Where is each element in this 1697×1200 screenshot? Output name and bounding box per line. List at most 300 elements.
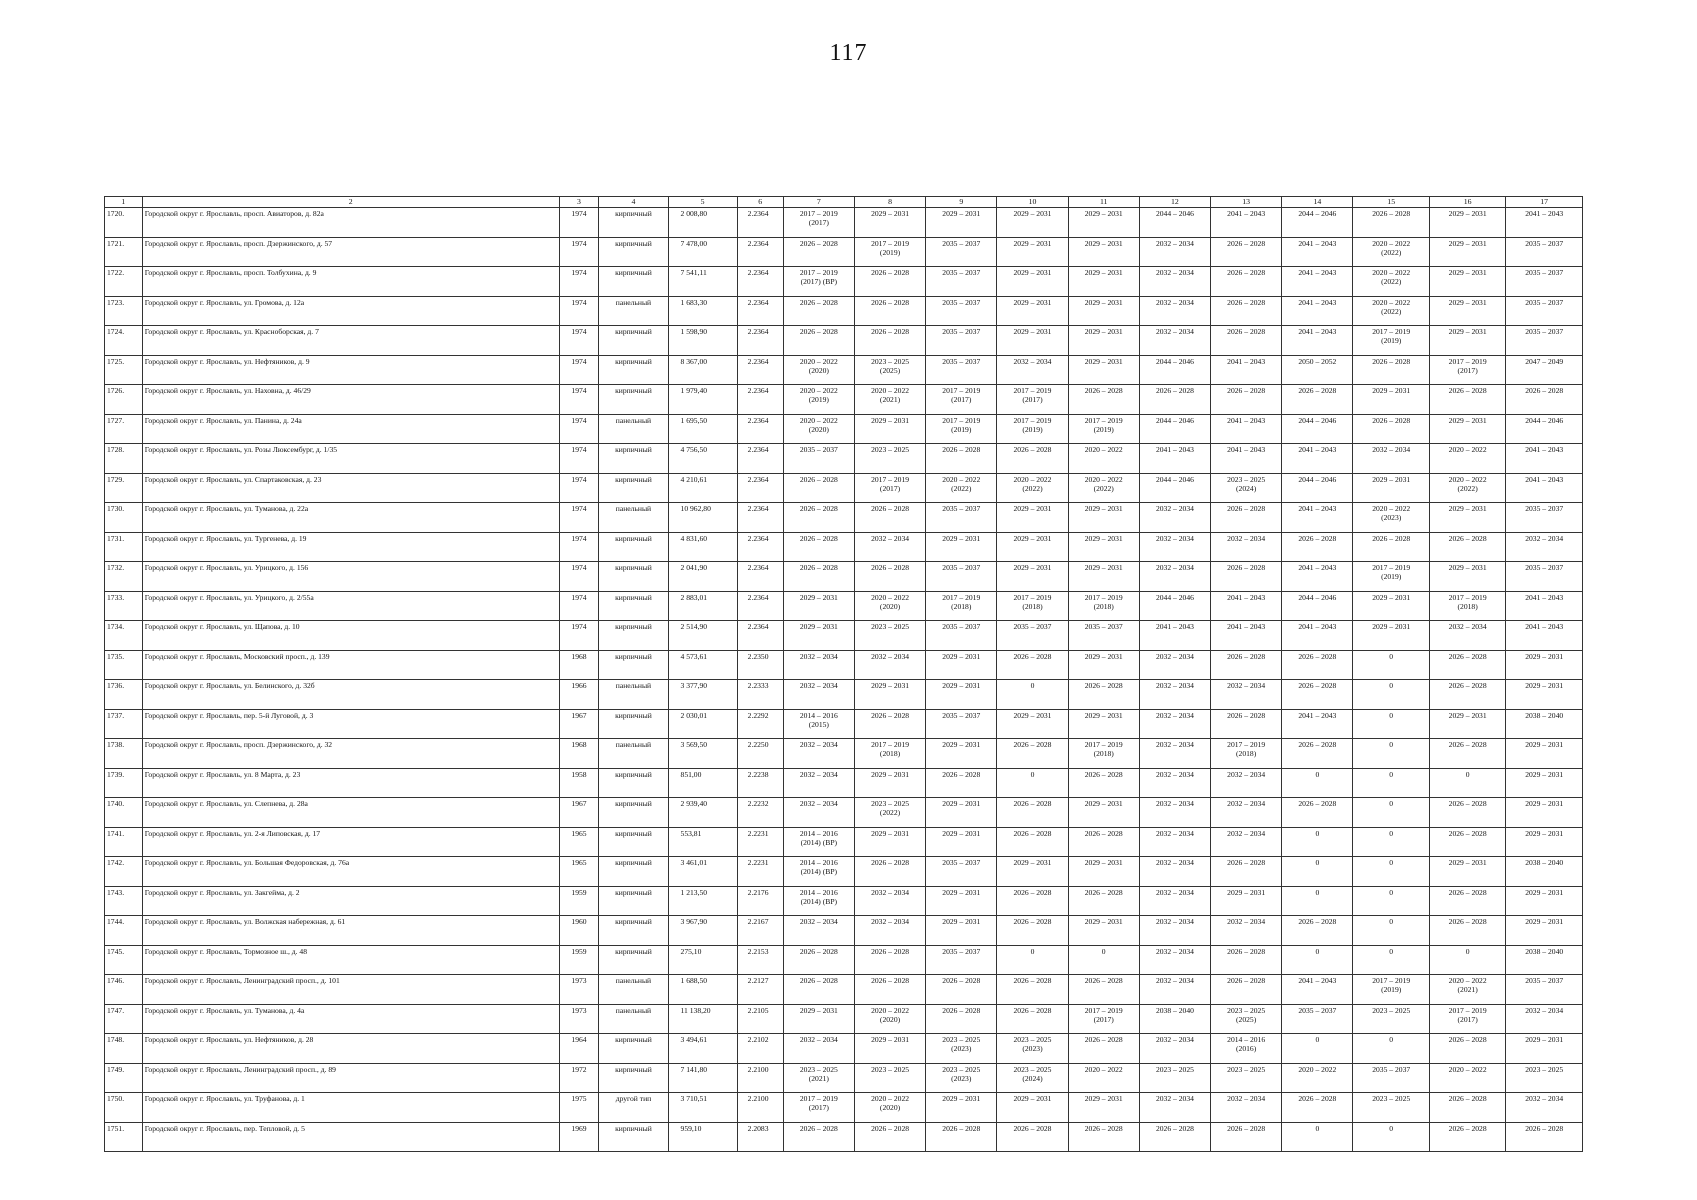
table-cell-col-10: 2029 – 2031 bbox=[997, 709, 1068, 739]
cell-line-note: (2018) bbox=[879, 749, 901, 758]
cell-line-note: (2018) bbox=[1457, 601, 1478, 611]
table-cell-col-4: кирпичный bbox=[599, 355, 668, 385]
table-cell-col-1: 1751. bbox=[105, 1122, 143, 1152]
table-cell-col-8: 2029 – 2031 bbox=[854, 414, 925, 444]
table-cell-col-5: 4 573,61 bbox=[668, 650, 737, 680]
table-cell-col-8: 2026 – 2028 bbox=[854, 326, 925, 356]
table-cell-col-5: 3 710,51 bbox=[668, 1093, 737, 1123]
table-cell-col-17: 2035 – 2037 bbox=[1506, 326, 1583, 356]
table-cell-col-17: 2041 – 2043 bbox=[1506, 591, 1583, 621]
table-cell-col-15 bbox=[1353, 237, 1429, 267]
table-cell-col-8: 2026 – 2028 bbox=[854, 562, 925, 592]
table-cell-col-16: 2029 – 2031 bbox=[1429, 237, 1505, 267]
table-cell-col-16: 2026 – 2028 bbox=[1429, 798, 1505, 828]
table-cell-col-12: 2038 – 2040 bbox=[1139, 1004, 1210, 1034]
cell-line-main: 2017 – 2019 bbox=[942, 386, 981, 395]
table-cell-col-14: 2035 – 2037 bbox=[1282, 1004, 1353, 1034]
table-cell-col-2: Городской округ г. Ярославль, ул. 8 Марта, д. 23 bbox=[142, 768, 559, 798]
table-cell-col-3: 1967 bbox=[559, 798, 599, 828]
table-cell-col-8: 2023 – 2025 bbox=[854, 1063, 925, 1093]
table-cell-col-7: 2032 – 2034 bbox=[783, 1034, 854, 1064]
table-cell-col-12: 2032 – 2034 bbox=[1139, 1093, 1210, 1123]
table-cell-col-17: 2038 – 2040 bbox=[1506, 945, 1583, 975]
table-cell-col-1: 1727. bbox=[105, 414, 143, 444]
table-cell-col-11: 2029 – 2031 bbox=[1068, 798, 1139, 828]
table-cell-col-2: Городской округ г. Ярославль, пер. 5-й Луговой, д. 3 bbox=[142, 709, 559, 739]
table-cell-col-1: 1737. bbox=[105, 709, 143, 739]
cell-line-main: 2017 – 2019 bbox=[871, 740, 910, 749]
table-cell-col-6: 2.2232 bbox=[737, 798, 783, 828]
cell-line-main: 2020 – 2022 bbox=[942, 474, 981, 484]
table-cell-col-12: 2041 – 2043 bbox=[1139, 621, 1210, 651]
table-cell-col-13 bbox=[1211, 739, 1282, 769]
table-row bbox=[105, 414, 1583, 444]
table-cell-col-4: кирпичный bbox=[599, 237, 668, 267]
table-cell-col-13: 2032 – 2034 bbox=[1211, 1093, 1282, 1123]
cell-line-note: (2019) bbox=[1381, 336, 1402, 345]
table-cell-col-9: 2035 – 2037 bbox=[926, 709, 997, 739]
cell-line-main: 2017 – 2019 bbox=[942, 592, 981, 602]
table-cell-col-3: 1958 bbox=[559, 768, 599, 798]
cell-line-note: (2020) bbox=[808, 424, 829, 434]
table-cell-col-5: 2 030,01 bbox=[668, 709, 737, 739]
table-cell-col-14: 2041 – 2043 bbox=[1282, 267, 1353, 297]
cell-line-main: 2023 – 2025 bbox=[1227, 474, 1266, 484]
table-cell-col-1: 1748. bbox=[105, 1034, 143, 1064]
cell-line-note: (2017) bbox=[808, 1103, 829, 1112]
table-cell-col-14: 2041 – 2043 bbox=[1282, 621, 1353, 651]
column-header-5: 5 bbox=[668, 197, 737, 208]
table-cell-col-2: Городской округ г. Ярославль, ул. Розы Люксембург, д. 1/35 bbox=[142, 444, 559, 474]
cell-line-note: (2017) bbox=[808, 218, 829, 227]
table-cell-col-7: 2032 – 2034 bbox=[783, 768, 854, 798]
table-cell-col-16: 2029 – 2031 bbox=[1429, 562, 1505, 592]
cell-line-main: 2017 – 2019 bbox=[1448, 1005, 1487, 1015]
table-cell-col-2: Городской округ г. Ярославль, ул. Громова, д. 12а bbox=[142, 296, 559, 326]
table-cell-col-4: кирпичный bbox=[599, 562, 668, 592]
table-cell-col-14: 2044 – 2046 bbox=[1282, 414, 1353, 444]
column-header-10: 10 bbox=[997, 197, 1068, 208]
table-cell-col-8 bbox=[854, 355, 925, 385]
cell-line-main: 2023 – 2025 bbox=[942, 1035, 981, 1044]
table-cell-col-12: 2032 – 2034 bbox=[1139, 1034, 1210, 1064]
table-cell-col-16: 2020 – 2022 bbox=[1429, 1063, 1505, 1093]
table-cell-col-14: 2041 – 2043 bbox=[1282, 503, 1353, 533]
cell-line-note: (2019) bbox=[879, 247, 901, 257]
table-cell-col-3: 1974 bbox=[559, 591, 599, 621]
table-cell-col-1: 1747. bbox=[105, 1004, 143, 1034]
table-cell-col-4: кирпичный bbox=[599, 532, 668, 562]
cell-line-main: 2017 – 2019 bbox=[1372, 976, 1411, 985]
table-cell-col-15 bbox=[1353, 267, 1429, 297]
column-header-13: 13 bbox=[1211, 197, 1282, 208]
table-cell-col-17: 2041 – 2043 bbox=[1506, 621, 1583, 651]
table-cell-col-11: 2026 – 2028 bbox=[1068, 1122, 1139, 1152]
table-cell-col-6: 2.2333 bbox=[737, 680, 783, 710]
table-cell-col-3: 1966 bbox=[559, 680, 599, 710]
table-cell-col-5: 959,10 bbox=[668, 1122, 737, 1152]
table-cell-col-3: 1974 bbox=[559, 562, 599, 592]
table-cell-col-16: 2026 – 2028 bbox=[1429, 1034, 1505, 1064]
cell-line-note: (2022) bbox=[1457, 483, 1478, 493]
table-cell-col-5: 1 695,50 bbox=[668, 414, 737, 444]
table-row bbox=[105, 532, 1583, 562]
table-cell-col-7: 2029 – 2031 bbox=[783, 621, 854, 651]
table-cell-col-2: Городской округ г. Ярославль, ул. Закгейма, д. 2 bbox=[142, 886, 559, 916]
table-cell-col-8: 2029 – 2031 bbox=[854, 680, 925, 710]
table-cell-col-16: 2029 – 2031 bbox=[1429, 326, 1505, 356]
table-cell-col-10 bbox=[997, 591, 1068, 621]
column-header-1: 1 bbox=[105, 197, 143, 208]
table-cell-col-4: кирпичный bbox=[599, 621, 668, 651]
table-cell-col-2: Городской округ г. Ярославль, Тормозное ш., д. 48 bbox=[142, 945, 559, 975]
table-cell-col-12: 2032 – 2034 bbox=[1139, 886, 1210, 916]
table-cell-col-11: 2029 – 2031 bbox=[1068, 326, 1139, 356]
table-cell-col-15 bbox=[1353, 562, 1429, 592]
table-cell-col-16: 2029 – 2031 bbox=[1429, 709, 1505, 739]
table-cell-col-15 bbox=[1353, 326, 1429, 356]
cell-line-note: (2021) bbox=[879, 395, 901, 404]
table-cell-col-1: 1734. bbox=[105, 621, 143, 651]
table-cell-col-11: 2029 – 2031 bbox=[1068, 650, 1139, 680]
table-cell-col-13: 2029 – 2031 bbox=[1211, 886, 1282, 916]
table-cell-col-9: 2029 – 2031 bbox=[926, 208, 997, 238]
header-row bbox=[105, 197, 1583, 208]
table-cell-col-1: 1732. bbox=[105, 562, 143, 592]
table-cell-col-14: 0 bbox=[1282, 1034, 1353, 1064]
table-cell-col-11: 2020 – 2022 bbox=[1068, 1063, 1139, 1093]
table-cell-col-11: 2026 – 2028 bbox=[1068, 768, 1139, 798]
table-cell-col-6: 2.2105 bbox=[737, 1004, 783, 1034]
table-cell-col-16 bbox=[1429, 355, 1505, 385]
cell-line-note: (2017) (ВР) bbox=[800, 277, 838, 286]
table-cell-col-15: 0 bbox=[1353, 886, 1429, 916]
table-cell-col-15 bbox=[1353, 296, 1429, 326]
table-cell-col-5: 4 831,60 bbox=[668, 532, 737, 562]
table-row bbox=[105, 1093, 1583, 1123]
table-cell-col-16: 2026 – 2028 bbox=[1429, 650, 1505, 680]
cell-line-main: 2017 – 2019 bbox=[1448, 592, 1487, 602]
table-cell-col-6: 2.2364 bbox=[737, 562, 783, 592]
table-cell-col-7 bbox=[783, 827, 854, 857]
table-cell-col-1: 1721. bbox=[105, 237, 143, 267]
table-cell-col-2: Городской округ г. Ярославль, Ленинградский просп., д. 89 bbox=[142, 1063, 559, 1093]
table-cell-col-2: Городской округ г. Ярославль, просп. Дзержинского, д. 32 bbox=[142, 739, 559, 769]
table-cell-col-14: 0 bbox=[1282, 886, 1353, 916]
table-cell-col-15: 2035 – 2037 bbox=[1353, 1063, 1429, 1093]
table-cell-col-13: 2041 – 2043 bbox=[1211, 208, 1282, 238]
table-cell-col-7 bbox=[783, 857, 854, 887]
table-cell-col-7 bbox=[783, 709, 854, 739]
table-cell-col-12: 2044 – 2046 bbox=[1139, 591, 1210, 621]
table-cell-col-13: 2026 – 2028 bbox=[1211, 562, 1282, 592]
table-cell-col-12: 2032 – 2034 bbox=[1139, 739, 1210, 769]
table-cell-col-8: 2032 – 2034 bbox=[854, 886, 925, 916]
cell-line-main: 2020 – 2022 bbox=[799, 415, 838, 425]
table-cell-col-17: 2044 – 2046 bbox=[1506, 414, 1583, 444]
table-cell-col-14: 2041 – 2043 bbox=[1282, 444, 1353, 474]
cell-line-note: (2022) bbox=[879, 808, 901, 817]
table-cell-col-9: 2029 – 2031 bbox=[926, 680, 997, 710]
table-cell-col-16 bbox=[1429, 975, 1505, 1005]
table-cell-col-1: 1742. bbox=[105, 857, 143, 887]
table-cell-col-16 bbox=[1429, 473, 1505, 503]
table-cell-col-10: 2026 – 2028 bbox=[997, 975, 1068, 1005]
cell-line-main: 2017 – 2019 bbox=[799, 209, 838, 218]
table-cell-col-12: 2032 – 2034 bbox=[1139, 975, 1210, 1005]
table-cell-col-7 bbox=[783, 1063, 854, 1093]
table-cell-col-12: 2032 – 2034 bbox=[1139, 857, 1210, 887]
table-cell-col-11: 2020 – 2022 bbox=[1068, 444, 1139, 474]
cell-line-main: 2020 – 2022 bbox=[871, 386, 910, 395]
cell-line-note: (2022) bbox=[1093, 483, 1114, 493]
table-cell-col-15: 2029 – 2031 bbox=[1353, 621, 1429, 651]
table-cell-col-10: 2029 – 2031 bbox=[997, 857, 1068, 887]
cell-line-note: (2023) bbox=[1022, 1044, 1043, 1053]
table-cell-col-13: 2032 – 2034 bbox=[1211, 798, 1282, 828]
table-cell-col-7 bbox=[783, 267, 854, 297]
table-row bbox=[105, 650, 1583, 680]
table-cell-col-8: 2029 – 2031 bbox=[854, 768, 925, 798]
table-cell-col-13: 2041 – 2043 bbox=[1211, 444, 1282, 474]
table-row bbox=[105, 473, 1583, 503]
table-cell-col-12: 2032 – 2034 bbox=[1139, 827, 1210, 857]
table-cell-col-9: 2035 – 2037 bbox=[926, 945, 997, 975]
table-cell-col-8 bbox=[854, 1093, 925, 1123]
table-cell-col-8: 2032 – 2034 bbox=[854, 650, 925, 680]
table-cell-col-6: 2.2364 bbox=[737, 326, 783, 356]
table-cell-col-3: 1974 bbox=[559, 296, 599, 326]
table-cell-col-7 bbox=[783, 1093, 854, 1123]
table-row bbox=[105, 385, 1583, 415]
cell-line-main: 2020 – 2022 bbox=[1372, 297, 1411, 307]
table-cell-col-5: 2 514,90 bbox=[668, 621, 737, 651]
cell-line-note: (2017) bbox=[1457, 365, 1478, 375]
table-cell-col-1: 1726. bbox=[105, 385, 143, 415]
table-cell-col-13: 2041 – 2043 bbox=[1211, 621, 1282, 651]
table-cell-col-15 bbox=[1353, 503, 1429, 533]
table-cell-col-5: 1 979,40 bbox=[668, 385, 737, 415]
table-cell-col-8: 2026 – 2028 bbox=[854, 1122, 925, 1152]
cell-line-note: (2019) bbox=[1381, 985, 1402, 994]
table-cell-col-14: 2041 – 2043 bbox=[1282, 237, 1353, 267]
table-cell-col-8: 2026 – 2028 bbox=[854, 267, 925, 297]
table-cell-col-8: 2029 – 2031 bbox=[854, 1034, 925, 1064]
table-cell-col-14: 2041 – 2043 bbox=[1282, 709, 1353, 739]
table-cell-col-11: 2029 – 2031 bbox=[1068, 503, 1139, 533]
cell-line-note: (2020) bbox=[808, 365, 829, 375]
column-header-17: 17 bbox=[1506, 197, 1583, 208]
table-cell-col-10: 2026 – 2028 bbox=[997, 1122, 1068, 1152]
table-cell-col-13: 2032 – 2034 bbox=[1211, 916, 1282, 946]
table-cell-col-1: 1723. bbox=[105, 296, 143, 326]
table-cell-col-1: 1738. bbox=[105, 739, 143, 769]
table-cell-col-5: 2 939,40 bbox=[668, 798, 737, 828]
table-cell-col-5: 3 569,50 bbox=[668, 739, 737, 769]
cell-line-main: 2017 – 2019 bbox=[799, 1094, 838, 1103]
table-cell-col-4: кирпичный bbox=[599, 768, 668, 798]
table-cell-col-8: 2023 – 2025 bbox=[854, 621, 925, 651]
table-cell-col-11: 2029 – 2031 bbox=[1068, 355, 1139, 385]
cell-line-main: 2020 – 2022 bbox=[871, 592, 910, 602]
table-cell-col-2: Городской округ г. Ярославль, ул. Волжская набережная, д. 61 bbox=[142, 916, 559, 946]
table-cell-col-15: 0 bbox=[1353, 768, 1429, 798]
table-cell-col-3: 1974 bbox=[559, 414, 599, 444]
table-cell-col-12: 2026 – 2028 bbox=[1139, 1122, 1210, 1152]
table-cell-col-15: 0 bbox=[1353, 739, 1429, 769]
table-cell-col-12: 2041 – 2043 bbox=[1139, 444, 1210, 474]
table-cell-col-15: 0 bbox=[1353, 798, 1429, 828]
table-cell-col-10: 2029 – 2031 bbox=[997, 562, 1068, 592]
table-cell-col-5: 275,10 bbox=[668, 945, 737, 975]
table-cell-col-7 bbox=[783, 385, 854, 415]
table-cell-col-6: 2.2364 bbox=[737, 237, 783, 267]
table-row bbox=[105, 444, 1583, 474]
table-cell-col-13: 2026 – 2028 bbox=[1211, 237, 1282, 267]
table-cell-col-13: 2026 – 2028 bbox=[1211, 326, 1282, 356]
table-cell-col-12: 2044 – 2046 bbox=[1139, 414, 1210, 444]
table-cell-col-6: 2.2364 bbox=[737, 355, 783, 385]
table-cell-col-11: 2026 – 2028 bbox=[1068, 385, 1139, 415]
table-cell-col-10: 0 bbox=[997, 945, 1068, 975]
table-cell-col-5: 7 541,11 bbox=[668, 267, 737, 297]
cell-line-note: (2022) bbox=[1381, 306, 1402, 316]
table-cell-col-6: 2.2364 bbox=[737, 385, 783, 415]
cell-line-note: (2023) bbox=[951, 1073, 972, 1083]
table-cell-col-5: 2 008,80 bbox=[668, 208, 737, 238]
table-cell-col-3: 1960 bbox=[559, 916, 599, 946]
table-cell-col-1: 1739. bbox=[105, 768, 143, 798]
table-cell-col-15: 2026 – 2028 bbox=[1353, 208, 1429, 238]
table-cell-col-4: панельный bbox=[599, 1004, 668, 1034]
table-cell-col-1: 1743. bbox=[105, 886, 143, 916]
table-cell-col-13: 2026 – 2028 bbox=[1211, 385, 1282, 415]
table-cell-col-16 bbox=[1429, 591, 1505, 621]
table-cell-col-13: 2041 – 2043 bbox=[1211, 591, 1282, 621]
table-cell-col-10: 2029 – 2031 bbox=[997, 532, 1068, 562]
table-cell-col-15: 2023 – 2025 bbox=[1353, 1004, 1429, 1034]
table-cell-col-4: кирпичный bbox=[599, 591, 668, 621]
table-cell-col-16: 2026 – 2028 bbox=[1429, 916, 1505, 946]
table-cell-col-17: 2029 – 2031 bbox=[1506, 827, 1583, 857]
table-cell-col-9: 2029 – 2031 bbox=[926, 650, 997, 680]
column-header-8: 8 bbox=[854, 197, 925, 208]
table-cell-col-16: 2029 – 2031 bbox=[1429, 267, 1505, 297]
table-cell-col-15: 0 bbox=[1353, 650, 1429, 680]
table-cell-col-2: Городской округ г. Ярославль, ул. Большая Федоровская, д. 76а bbox=[142, 857, 559, 887]
cell-line-main: 2014 – 2016 bbox=[799, 858, 838, 867]
table-cell-col-5: 4 756,50 bbox=[668, 444, 737, 474]
table-cell-col-10 bbox=[997, 473, 1068, 503]
table-cell-col-6: 2.2102 bbox=[737, 1034, 783, 1064]
table-cell-col-8: 2029 – 2031 bbox=[854, 827, 925, 857]
table-cell-col-2: Городской округ г. Ярославль, ул. Слепнева, д. 28а bbox=[142, 798, 559, 828]
cell-line-note: (2024) bbox=[1022, 1073, 1043, 1083]
table-cell-col-10: 2029 – 2031 bbox=[997, 208, 1068, 238]
table-cell-col-4: кирпичный bbox=[599, 709, 668, 739]
table-cell-col-13: 2026 – 2028 bbox=[1211, 945, 1282, 975]
table-cell-col-8 bbox=[854, 1004, 925, 1034]
table-cell-col-12: 2032 – 2034 bbox=[1139, 296, 1210, 326]
table-cell-col-11: 2026 – 2028 bbox=[1068, 680, 1139, 710]
table-row bbox=[105, 208, 1583, 238]
table-cell-col-12: 2032 – 2034 bbox=[1139, 916, 1210, 946]
cell-line-main: 2023 – 2025 bbox=[1227, 1005, 1266, 1015]
cell-line-note: (2023) bbox=[951, 1044, 972, 1053]
table-cell-col-9: 2029 – 2031 bbox=[926, 739, 997, 769]
table-cell-col-7: 2026 – 2028 bbox=[783, 562, 854, 592]
table-cell-col-4: кирпичный bbox=[599, 444, 668, 474]
table-cell-col-8: 2029 – 2031 bbox=[854, 208, 925, 238]
table-cell-col-6: 2.2153 bbox=[737, 945, 783, 975]
table-cell-col-1: 1733. bbox=[105, 591, 143, 621]
table-cell-col-3: 1974 bbox=[559, 503, 599, 533]
table-cell-col-15: 0 bbox=[1353, 1034, 1429, 1064]
table-row bbox=[105, 975, 1583, 1005]
table-cell-col-16: 2029 – 2031 bbox=[1429, 503, 1505, 533]
table-row bbox=[105, 1063, 1583, 1093]
table-cell-col-15: 2029 – 2031 bbox=[1353, 591, 1429, 621]
table-cell-col-4: кирпичный bbox=[599, 208, 668, 238]
table-cell-col-7: 2032 – 2034 bbox=[783, 650, 854, 680]
table-cell-col-1: 1731. bbox=[105, 532, 143, 562]
cell-line-note: (2023) bbox=[1381, 513, 1402, 522]
table-cell-col-5: 1 213,50 bbox=[668, 886, 737, 916]
table-cell-col-4: панельный bbox=[599, 739, 668, 769]
table-cell-col-14: 2026 – 2028 bbox=[1282, 798, 1353, 828]
table-cell-col-11: 2029 – 2031 bbox=[1068, 562, 1139, 592]
table-cell-col-3: 1969 bbox=[559, 1122, 599, 1152]
table-cell-col-11: 2035 – 2037 bbox=[1068, 621, 1139, 651]
table-cell-col-11: 2026 – 2028 bbox=[1068, 1034, 1139, 1064]
table-cell-col-14: 2044 – 2046 bbox=[1282, 591, 1353, 621]
table-cell-col-6: 2.2364 bbox=[737, 621, 783, 651]
cell-line-main: 2017 – 2019 bbox=[1013, 592, 1052, 602]
table-cell-col-5: 1 683,30 bbox=[668, 296, 737, 326]
table-cell-col-14: 2026 – 2028 bbox=[1282, 916, 1353, 946]
table-cell-col-13: 2023 – 2025 bbox=[1211, 1063, 1282, 1093]
table-cell-col-11: 2026 – 2028 bbox=[1068, 975, 1139, 1005]
cell-line-note: (2017) bbox=[879, 483, 901, 493]
register-table-wrapper bbox=[104, 196, 1583, 1152]
table-cell-col-8: 2026 – 2028 bbox=[854, 709, 925, 739]
cell-line-main: 2023 – 2025 bbox=[799, 1064, 838, 1074]
table-cell-col-17: 2029 – 2031 bbox=[1506, 886, 1583, 916]
column-header-15: 15 bbox=[1353, 197, 1429, 208]
table-row bbox=[105, 886, 1583, 916]
table-cell-col-17: 2041 – 2043 bbox=[1506, 444, 1583, 474]
table-cell-col-6: 2.2364 bbox=[737, 414, 783, 444]
table-cell-col-17: 2038 – 2040 bbox=[1506, 857, 1583, 887]
table-cell-col-8 bbox=[854, 473, 925, 503]
table-cell-col-12: 2032 – 2034 bbox=[1139, 503, 1210, 533]
table-cell-col-7: 2032 – 2034 bbox=[783, 798, 854, 828]
table-cell-col-13 bbox=[1211, 473, 1282, 503]
table-cell-col-1: 1746. bbox=[105, 975, 143, 1005]
table-cell-col-6: 2.2364 bbox=[737, 473, 783, 503]
table-cell-col-11: 2029 – 2031 bbox=[1068, 208, 1139, 238]
table-cell-col-2: Городской округ г. Ярославль, ул. Нефтяников, д. 28 bbox=[142, 1034, 559, 1064]
table-cell-col-7 bbox=[783, 355, 854, 385]
cell-line-main: 2014 – 2016 bbox=[799, 710, 838, 720]
table-cell-col-11: 2026 – 2028 bbox=[1068, 886, 1139, 916]
cell-line-note: (2019) bbox=[1022, 424, 1043, 434]
table-row bbox=[105, 562, 1583, 592]
table-cell-col-9: 2035 – 2037 bbox=[926, 326, 997, 356]
table-body bbox=[105, 208, 1583, 1152]
table-cell-col-12: 2032 – 2034 bbox=[1139, 562, 1210, 592]
table-cell-col-11 bbox=[1068, 591, 1139, 621]
